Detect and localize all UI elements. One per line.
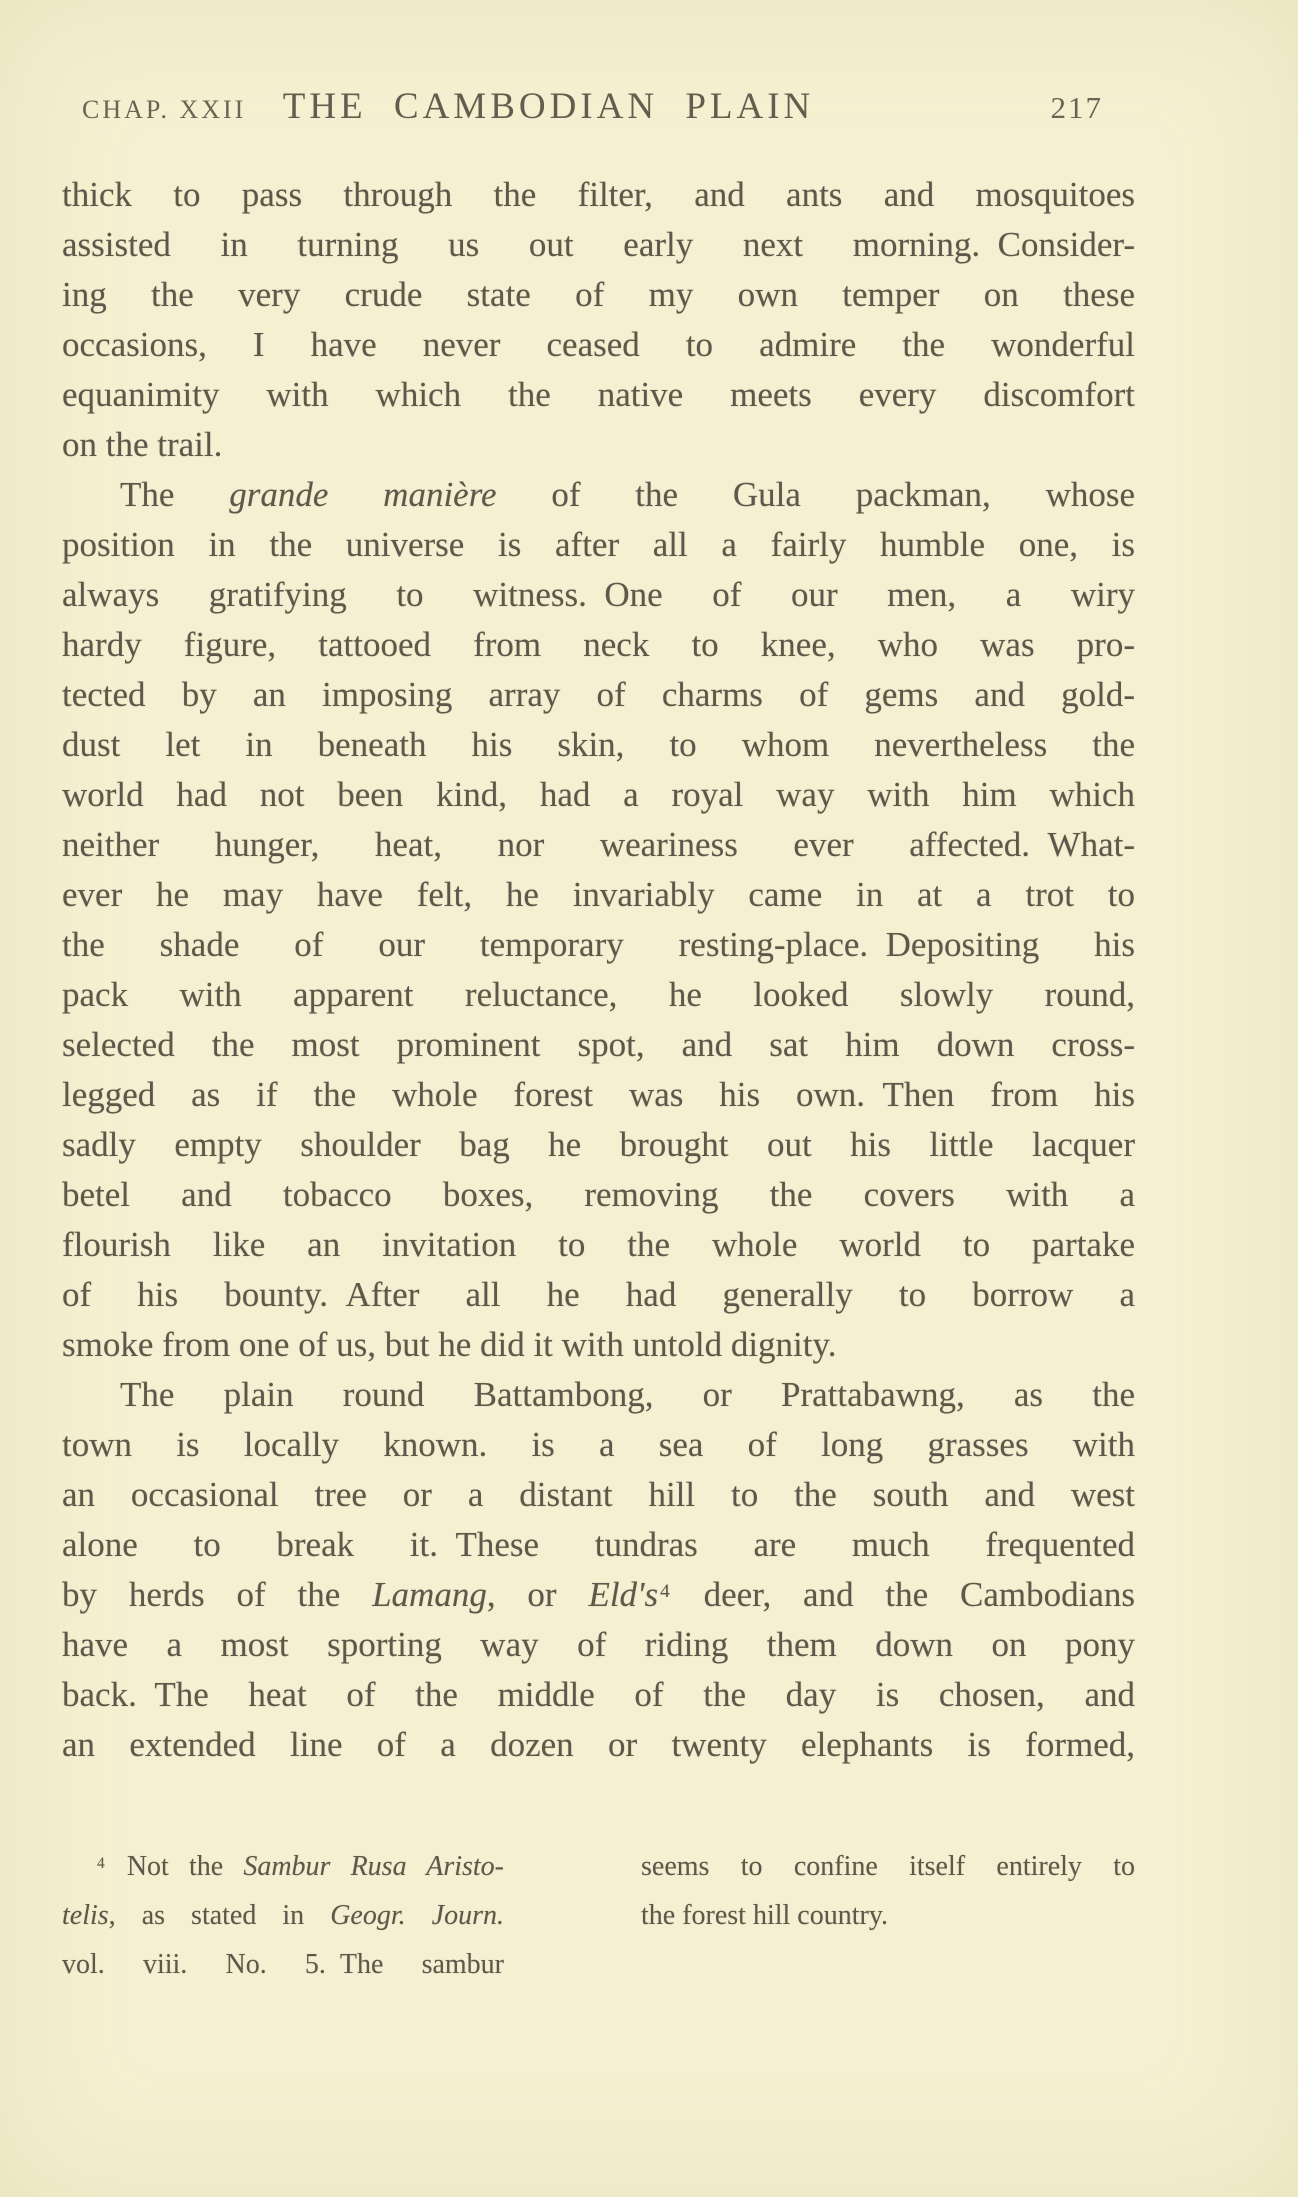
text-line	[62, 270, 1135, 320]
text-segment: equanimity with which the native meets every discomfort	[62, 375, 1135, 414]
text-line	[62, 1320, 1135, 1370]
text-line	[62, 670, 1135, 720]
footnote-column	[62, 1842, 504, 1989]
text-segment: an occasional tree or a distant hill to the south and west	[62, 1475, 1135, 1514]
text-line	[62, 720, 1135, 770]
text-line	[641, 1891, 1135, 1940]
text-line	[62, 1170, 1135, 1220]
text-segment: Not the	[106, 1851, 244, 1882]
text-segment: by herds of the	[62, 1575, 373, 1614]
text-segment: town is locally known. is a sea of long grasses with	[62, 1425, 1135, 1464]
text-segment: back. The heat of the middle of the day is chosen, and	[62, 1675, 1135, 1714]
text-segment: thick to pass through the filter, and ants and mosquitoes	[62, 175, 1135, 214]
text-line	[62, 570, 1135, 620]
footnote-marker: 4	[97, 1855, 105, 1873]
text-segment: have a most sporting way of riding them down on pony	[62, 1625, 1135, 1664]
text-segment: deer, and the Cambodians	[671, 1575, 1135, 1614]
text-segment: legged as if the whole forest was his own. Then from his	[62, 1075, 1135, 1114]
text-line	[62, 970, 1135, 1020]
text-line	[62, 420, 1135, 470]
text-segment: pack with apparent reluctance, he looked slowly round,	[62, 975, 1135, 1014]
text-line	[62, 620, 1135, 670]
page-number: 217	[1050, 90, 1103, 125]
text-segment: on the trail.	[62, 425, 223, 464]
text-line	[62, 320, 1135, 370]
text-segment: alone to break it. These tundras are much frequented	[62, 1525, 1135, 1564]
text-line	[62, 1620, 1135, 1670]
text-line	[62, 1940, 504, 1989]
text-segment: the forest hill country.	[641, 1900, 889, 1931]
text-line	[62, 870, 1135, 920]
text-segment: occasions, I have never ceased to admire the wonderful	[62, 325, 1135, 364]
text-segment: ever he may have felt, he invariably came in at a trot to	[62, 875, 1135, 914]
text-segment: The plain round Battambong, or Prattabawng, as the	[120, 1375, 1135, 1414]
text-segment: assisted in turning us out early next morning. Consider-	[62, 225, 1135, 264]
page-title: THE CAMBODIAN PLAIN	[282, 86, 815, 127]
text-line	[62, 1420, 1135, 1470]
text-segment: seems to confine itself entirely to	[641, 1851, 1135, 1882]
text-segment: always gratifying to witness. One of our men, a wiry	[62, 575, 1135, 614]
footnote-column	[641, 1842, 1135, 1989]
footnote-marker: 4	[660, 1581, 670, 1603]
text-line	[62, 770, 1135, 820]
text-line	[641, 1842, 1135, 1891]
text-line	[62, 1220, 1135, 1270]
text-line	[62, 1570, 1135, 1620]
text-segment: , as stated in	[108, 1900, 331, 1931]
text-line	[62, 1370, 1135, 1420]
chapter-label: CHAP. XXII	[82, 95, 247, 124]
text-segment: smoke from one of us, but he did it with untold dignity.	[62, 1325, 837, 1364]
text-line	[62, 470, 1135, 520]
text-segment: sadly empty shoulder bag he brought out his little lacquer	[62, 1125, 1135, 1164]
paragraph	[62, 170, 1135, 470]
text-line	[62, 1842, 504, 1891]
running-header	[62, 85, 1135, 128]
text-line	[62, 1670, 1135, 1720]
text-line	[62, 1891, 504, 1940]
text-segment: Lamang	[372, 1575, 487, 1614]
text-segment: , or	[486, 1575, 589, 1614]
text-line	[62, 1120, 1135, 1170]
paragraph	[62, 1370, 1135, 1770]
text-line	[62, 170, 1135, 220]
text-segment: Eld's	[588, 1575, 659, 1614]
text-line	[62, 1270, 1135, 1320]
text-segment: the shade of our temporary resting-place. Depositing his	[62, 925, 1135, 964]
footnote	[62, 1842, 1135, 1989]
text-line	[62, 370, 1135, 420]
text-segment: flourish like an invitation to the whole world to partake	[62, 1225, 1135, 1264]
text-block	[62, 85, 1135, 1989]
text-segment: ing the very crude state of my own temper on these	[62, 275, 1135, 314]
text-segment: selected the most prominent spot, and sat him down cross-	[62, 1025, 1135, 1064]
text-segment: an extended line of a dozen or twenty elephants is formed,	[62, 1725, 1135, 1764]
text-segment: dust let in beneath his skin, to whom nevertheless the	[62, 725, 1135, 764]
body-text	[62, 170, 1135, 1770]
text-line	[62, 1020, 1135, 1070]
text-segment: telis	[62, 1900, 109, 1931]
paragraph	[62, 470, 1135, 1370]
text-segment: neither hunger, heat, nor weariness ever affected. What-	[62, 825, 1135, 864]
text-line	[62, 1070, 1135, 1120]
text-segment: tected by an imposing array of charms of gems and gold-	[62, 675, 1135, 714]
text-segment: betel and tobacco boxes, removing the covers with a	[62, 1175, 1135, 1214]
text-line	[62, 820, 1135, 870]
text-segment: The	[120, 475, 230, 514]
text-segment: vol. viii. No. 5. The sambur	[62, 1949, 504, 1980]
text-line	[62, 1720, 1135, 1770]
text-segment: Geogr. Journ.	[330, 1900, 504, 1931]
text-segment: Sambur Rusa Aristo-	[243, 1851, 504, 1882]
text-segment: of his bounty. After all he had generally to borrow a	[62, 1275, 1135, 1314]
text-line	[62, 1520, 1135, 1570]
text-line	[62, 520, 1135, 570]
text-line	[62, 1470, 1135, 1520]
text-segment: grande manière	[229, 475, 497, 514]
text-line	[62, 920, 1135, 970]
text-segment: of the Gula packman, whose	[496, 475, 1135, 514]
text-line	[62, 220, 1135, 270]
text-segment: hardy figure, tattooed from neck to knee, who was pro-	[62, 625, 1135, 664]
text-segment: world had not been kind, had a royal way with him which	[62, 775, 1135, 814]
text-segment: position in the universe is after all a fairly humble one, is	[62, 525, 1135, 564]
